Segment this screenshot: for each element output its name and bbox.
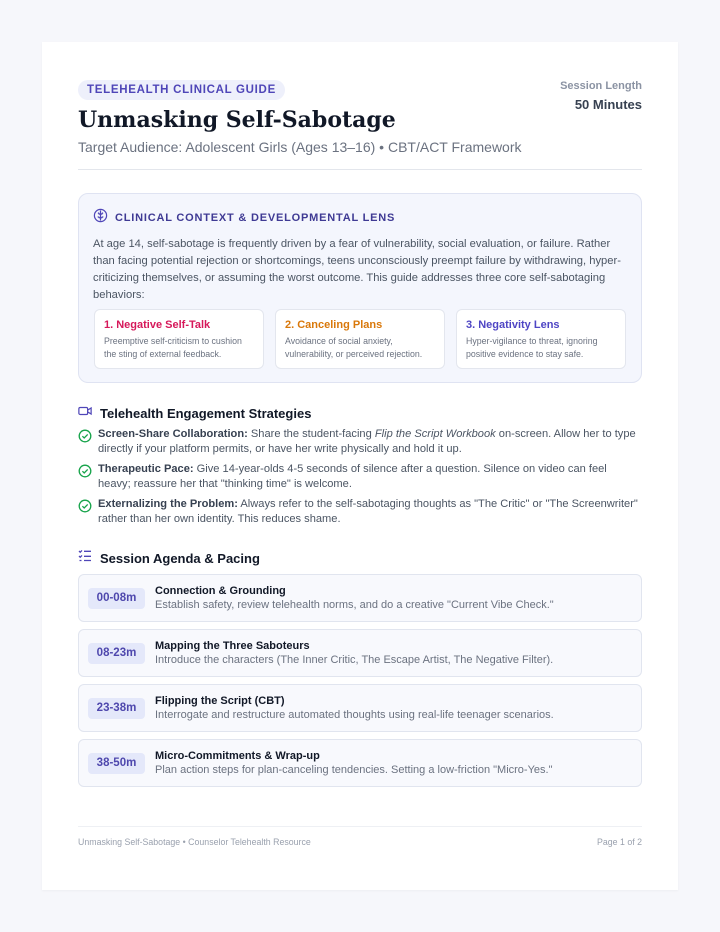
brain-icon xyxy=(93,208,108,228)
strategy-text: Therapeutic Pace: Give 14-year-olds 4-5 seconds of silence after a question. Silence on video can feel heavy; reassure her that "thinking time" is welcome. xyxy=(98,463,607,490)
card-desc: Preemptive self-criticism to cushion the sting of external feedback. xyxy=(104,336,242,359)
strategy-text: Externalizing the Problem: Always refer to the self-sabotaging thoughts as "The Critic" or "The Screenwriter" rather than her own identity. This reduces shame. xyxy=(98,498,638,525)
agenda-item-title: Micro-Commitments & Wrap-up xyxy=(155,750,320,762)
agenda-item-desc: Establish safety, review telehealth norms, and do a creative "Current Vibe Check." xyxy=(155,599,554,611)
agenda-title: Session Agenda & Pacing xyxy=(100,550,260,566)
video-camera-icon xyxy=(78,404,92,422)
behavior-card-negativity-lens xyxy=(456,309,626,369)
strategy-item xyxy=(78,497,642,526)
context-body: At age 14, self-sabotage is frequently driven by a fear of vulnerability, social evaluation, or failure. Rather than facing potential rejection or shortcomings, teens unconsciously preempt failure by withdrawing, hyper-criticizing themselves, or assuming the worst outcome. This guide addresses three core self-sabotaging behaviors: xyxy=(93,238,621,301)
check-circle-icon xyxy=(78,429,92,456)
strategies-title: Telehealth Engagement Strategies xyxy=(100,405,312,421)
strategy-item xyxy=(78,427,642,456)
card-title: 1. Negative Self-Talk xyxy=(104,319,211,331)
agenda-list xyxy=(78,574,642,794)
session-length-label: Session Length xyxy=(560,80,642,92)
page-subtitle: Target Audience: Adolescent Girls (Ages 13–16) • CBT/ACT Framework xyxy=(78,139,522,155)
guide-badge: TELEHEALTH CLINICAL GUIDE xyxy=(78,80,285,100)
card-title: 2. Canceling Plans xyxy=(285,319,383,331)
footer-left: Unmasking Self-Sabotage • Counselor Telehealth Resource xyxy=(78,836,311,847)
agenda-item-title: Mapping the Three Saboteurs xyxy=(155,640,310,652)
check-circle-icon xyxy=(78,499,92,526)
strategies-list xyxy=(78,427,642,532)
document-page xyxy=(42,42,678,890)
time-badge: 38-50m xyxy=(88,753,145,774)
agenda-item-title: Connection & Grounding xyxy=(155,585,286,597)
header xyxy=(78,80,642,170)
agenda-text xyxy=(155,695,554,721)
agenda-text xyxy=(155,750,553,776)
list-checks-icon xyxy=(78,549,92,567)
card-desc: Avoidance of social anxiety, vulnerability, or perceived rejection. xyxy=(285,336,423,359)
behavior-card-negative-self-talk xyxy=(94,309,264,369)
agenda-text xyxy=(155,640,553,666)
context-title: CLINICAL CONTEXT & DEVELOPMENTAL LENS xyxy=(115,212,396,224)
page-title: Unmasking Self-Sabotage xyxy=(78,107,396,133)
card-desc: Hyper-vigilance to threat, ignoring positive evidence to stay safe. xyxy=(466,336,598,359)
strategy-text: Screen-Share Collaboration: Share the student-facing Flip the Script Workbook on-screen. Allow her to type directly if your platform permits, or have her write physically and hold it up. xyxy=(98,428,636,455)
time-badge: 00-08m xyxy=(88,588,145,609)
behavior-card-canceling-plans xyxy=(275,309,445,369)
time-badge: 23-38m xyxy=(88,698,145,719)
agenda-item-title: Flipping the Script (CBT) xyxy=(155,695,285,707)
context-header xyxy=(93,208,627,228)
strategy-item xyxy=(78,462,642,491)
agenda-item xyxy=(78,629,642,677)
clinical-context-box xyxy=(78,193,642,383)
behavior-cards xyxy=(94,309,626,369)
agenda-item xyxy=(78,574,642,622)
agenda-item-desc: Plan action steps for plan-canceling tendencies. Setting a low-friction "Micro-Yes." xyxy=(155,764,553,776)
time-badge: 08-23m xyxy=(88,643,145,664)
agenda-item xyxy=(78,739,642,787)
session-length-value: 50 Minutes xyxy=(574,97,642,112)
agenda-heading xyxy=(78,549,260,567)
check-circle-icon xyxy=(78,464,92,491)
agenda-item xyxy=(78,684,642,732)
agenda-item-desc: Introduce the characters (The Inner Critic, The Escape Artist, The Negative Filter). xyxy=(155,654,554,666)
card-title: 3. Negativity Lens xyxy=(466,319,560,331)
page-number: Page 1 of 2 xyxy=(597,836,642,847)
session-length xyxy=(560,80,642,112)
agenda-item-desc: Interrogate and restructure automated thoughts using real-life teenager scenarios. xyxy=(155,709,554,721)
agenda-text xyxy=(155,585,554,611)
strategies-heading xyxy=(78,404,311,422)
page-footer xyxy=(78,826,642,856)
